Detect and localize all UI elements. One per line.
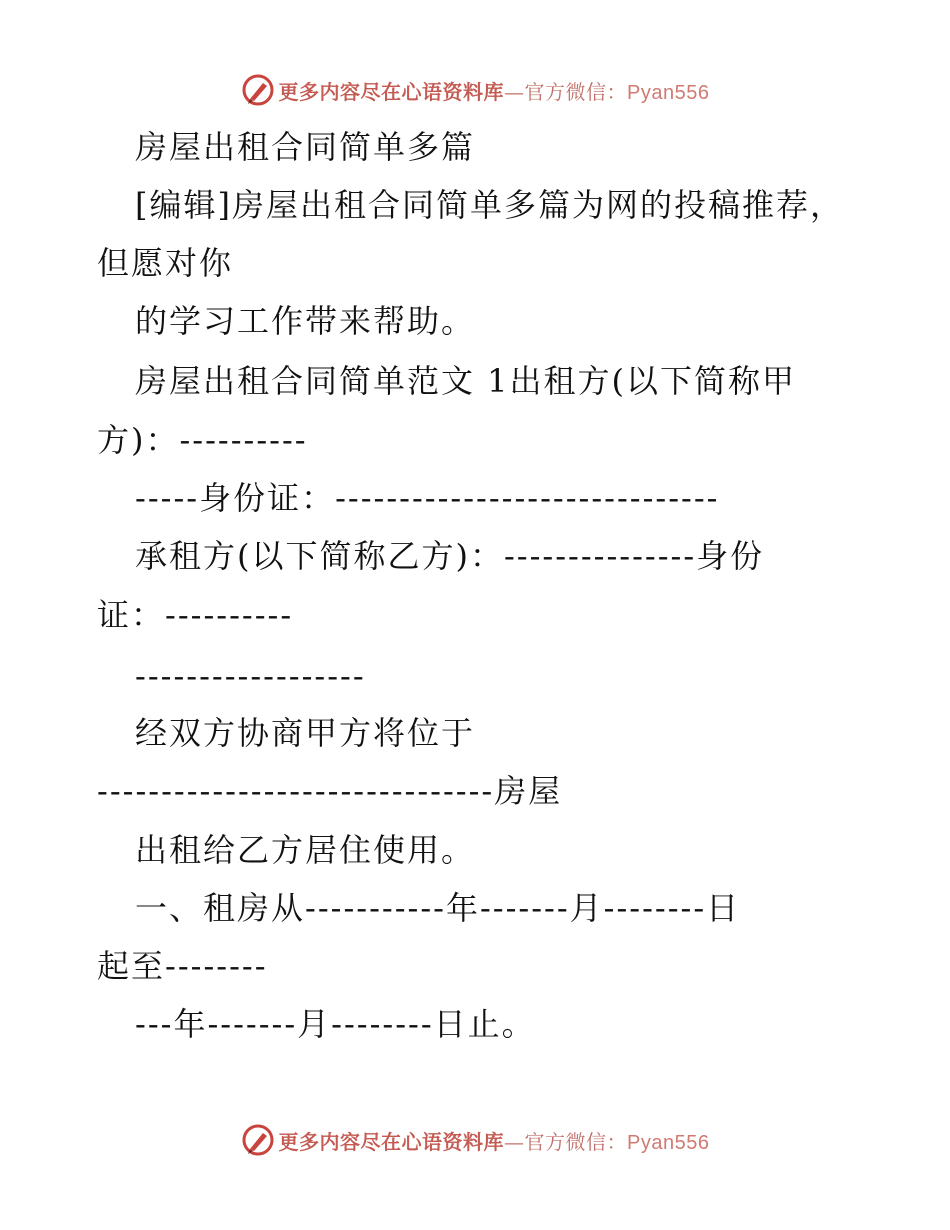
doc-line: 承租方(以下简称乙方)：---------------身份	[135, 537, 765, 575]
doc-line: 经双方协商甲方将位于	[135, 714, 476, 752]
footer-banner-main: 更多内容尽在心语资料库	[278, 1129, 505, 1154]
header-watermark-banner	[0, 70, 950, 110]
footer-banner-sep: —	[504, 1129, 525, 1154]
footer-watermark-banner	[0, 1120, 950, 1160]
doc-line: 方)：----------	[97, 421, 308, 459]
doc-line: -------------------------------房屋	[97, 772, 563, 810]
header-banner-main: 更多内容尽在心语资料库	[278, 79, 505, 104]
doc-line: [编辑]房屋出租合同简单多篇为网的投稿推荐，	[135, 186, 844, 224]
doc-line-title: 房屋出租合同简单多篇	[135, 128, 476, 166]
header-banner-text	[279, 76, 710, 105]
footer-banner-wechat: Pyan556	[627, 1131, 710, 1154]
doc-line: 证：----------	[97, 596, 294, 634]
doc-line: -----身份证：------------------------------	[135, 479, 720, 517]
footer-banner-text	[279, 1126, 710, 1155]
doc-line: 的学习工作带来帮助。	[135, 302, 476, 340]
header-banner-wechat: Pyan556	[627, 81, 710, 104]
doc-line: ------------------	[135, 657, 366, 695]
doc-line: ---年-------月--------日止。	[135, 1005, 536, 1043]
pen-logo-icon	[241, 1123, 275, 1157]
header-banner-label: 官方微信：	[524, 79, 628, 104]
header-banner-sep: —	[504, 79, 525, 104]
doc-line: 但愿对你	[97, 244, 234, 282]
doc-line: 一、租房从-----------年-------月--------日	[135, 889, 741, 927]
pen-logo-icon	[241, 73, 275, 107]
doc-line: 出租给乙方居住使用。	[135, 831, 476, 869]
doc-line: 房屋出租合同简单范文 1出租方(以下简称甲	[135, 362, 797, 400]
footer-banner-label: 官方微信：	[524, 1129, 628, 1154]
doc-line: 起至--------	[97, 947, 268, 985]
